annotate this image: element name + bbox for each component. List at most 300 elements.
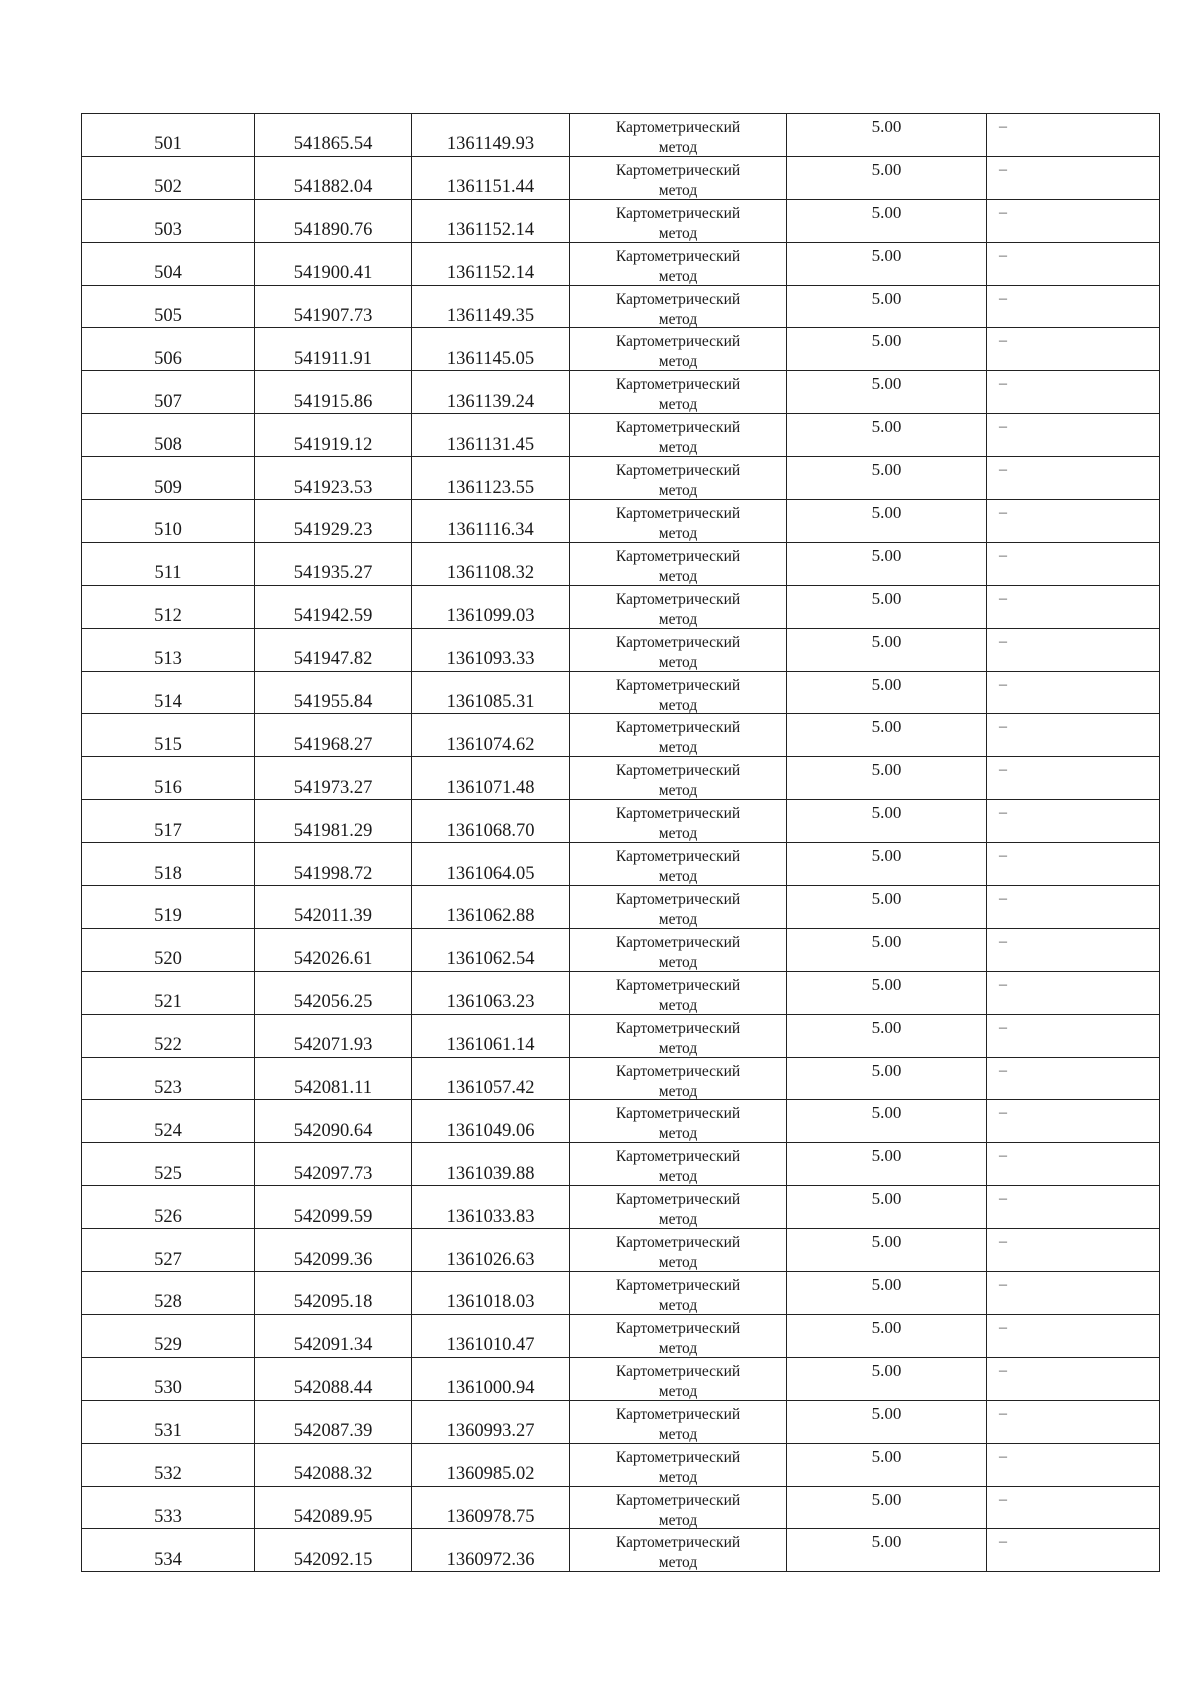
point-number: 517 bbox=[154, 820, 182, 841]
description-cell bbox=[987, 971, 1160, 1014]
description-value: – bbox=[999, 203, 1007, 221]
method-cell bbox=[570, 1486, 787, 1529]
method-line-2: метод bbox=[658, 181, 698, 199]
accuracy-value: 5.00 bbox=[871, 931, 902, 951]
y-coordinate: 1361152.14 bbox=[446, 263, 535, 284]
point-number-cell bbox=[82, 757, 255, 800]
x-coordinate-cell bbox=[255, 628, 412, 671]
x-coordinate-cell bbox=[255, 1314, 412, 1357]
point-number-cell bbox=[82, 971, 255, 1014]
description-value: – bbox=[999, 546, 1007, 564]
y-coordinate-cell bbox=[412, 242, 570, 285]
method-line-2: метод bbox=[658, 1082, 698, 1100]
method-line-2: метод bbox=[658, 1468, 698, 1486]
accuracy-value: 5.00 bbox=[871, 1360, 902, 1380]
point-number: 513 bbox=[154, 649, 182, 670]
method-line-1: Картометрический bbox=[615, 1534, 741, 1552]
method-line-1: Картометрический bbox=[615, 290, 741, 308]
table-row bbox=[82, 199, 1160, 242]
y-coordinate: 1361116.34 bbox=[447, 520, 534, 541]
description-cell bbox=[987, 114, 1160, 157]
table-row bbox=[82, 457, 1160, 500]
point-number-cell bbox=[82, 285, 255, 328]
table-row bbox=[82, 1486, 1160, 1529]
x-coordinate-cell bbox=[255, 457, 412, 500]
y-coordinate: 1361049.06 bbox=[446, 1120, 535, 1141]
accuracy-cell bbox=[787, 1486, 987, 1529]
description-cell bbox=[987, 457, 1160, 500]
table-row bbox=[82, 1057, 1160, 1100]
method-cell bbox=[570, 585, 787, 628]
description-cell bbox=[987, 628, 1160, 671]
x-coordinate-cell bbox=[255, 800, 412, 843]
table-row bbox=[82, 114, 1160, 157]
description-value: – bbox=[999, 246, 1007, 264]
x-coordinate: 541865.54 bbox=[293, 134, 373, 155]
point-number: 501 bbox=[154, 134, 182, 155]
method-line-1: Картометрический bbox=[615, 204, 741, 222]
method-cell bbox=[570, 328, 787, 371]
point-number-cell bbox=[82, 1529, 255, 1572]
x-coordinate-cell bbox=[255, 414, 412, 457]
method-cell bbox=[570, 371, 787, 414]
method-line-2: метод bbox=[658, 739, 698, 757]
accuracy-cell bbox=[787, 500, 987, 543]
point-number: 505 bbox=[154, 305, 182, 326]
determination-method bbox=[570, 547, 786, 585]
accuracy-value: 5.00 bbox=[871, 803, 902, 823]
method-cell bbox=[570, 242, 787, 285]
y-coordinate: 1361033.83 bbox=[446, 1206, 535, 1227]
point-number: 508 bbox=[154, 434, 182, 455]
determination-method bbox=[570, 1190, 786, 1228]
point-number: 529 bbox=[154, 1335, 182, 1356]
determination-method bbox=[570, 633, 786, 671]
y-coordinate: 1361131.45 bbox=[446, 434, 535, 455]
y-coordinate: 1361064.05 bbox=[446, 863, 535, 884]
method-line-2: метод bbox=[658, 353, 698, 371]
x-coordinate-cell bbox=[255, 156, 412, 199]
method-cell bbox=[570, 928, 787, 971]
x-coordinate: 542056.25 bbox=[293, 992, 373, 1013]
method-line-2: метод bbox=[658, 911, 698, 929]
point-number: 516 bbox=[154, 777, 182, 798]
x-coordinate: 542026.61 bbox=[293, 949, 373, 970]
description-cell bbox=[987, 1186, 1160, 1229]
method-line-1: Картометрический bbox=[615, 976, 741, 994]
table-row bbox=[82, 156, 1160, 199]
point-number: 509 bbox=[154, 477, 182, 498]
point-number-cell bbox=[82, 886, 255, 929]
x-coordinate-cell bbox=[255, 199, 412, 242]
accuracy-cell bbox=[787, 1057, 987, 1100]
y-coordinate-cell bbox=[412, 457, 570, 500]
accuracy-cell bbox=[787, 757, 987, 800]
point-number-cell bbox=[82, 843, 255, 886]
y-coordinate-cell bbox=[412, 1057, 570, 1100]
method-line-1: Картометрический bbox=[615, 333, 741, 351]
description-cell bbox=[987, 500, 1160, 543]
x-coordinate-cell bbox=[255, 1100, 412, 1143]
y-coordinate: 1361068.70 bbox=[446, 820, 535, 841]
point-number: 503 bbox=[154, 220, 182, 241]
method-line-2: метод bbox=[658, 567, 698, 585]
description-cell bbox=[987, 1357, 1160, 1400]
accuracy-cell bbox=[787, 1100, 987, 1143]
y-coordinate: 1361026.63 bbox=[446, 1249, 535, 1270]
accuracy-cell bbox=[787, 800, 987, 843]
method-line-2: метод bbox=[658, 953, 698, 971]
table-row bbox=[82, 1100, 1160, 1143]
accuracy-value: 5.00 bbox=[871, 245, 902, 265]
point-number-cell bbox=[82, 585, 255, 628]
description-value: – bbox=[999, 375, 1007, 393]
y-coordinate: 1361061.14 bbox=[446, 1035, 535, 1056]
determination-method bbox=[570, 890, 786, 928]
point-number: 525 bbox=[154, 1163, 182, 1184]
y-coordinate-cell bbox=[412, 628, 570, 671]
y-coordinate: 1361139.24 bbox=[446, 391, 535, 412]
method-line-1: Картометрический bbox=[615, 1191, 741, 1209]
y-coordinate: 1361062.54 bbox=[446, 949, 535, 970]
method-cell bbox=[570, 500, 787, 543]
y-coordinate: 1361010.47 bbox=[446, 1335, 535, 1356]
method-line-1: Картометрический bbox=[615, 848, 741, 866]
point-number: 534 bbox=[154, 1549, 182, 1570]
coordinates-table bbox=[81, 113, 1160, 1572]
point-number-cell bbox=[82, 156, 255, 199]
description-value: – bbox=[999, 1361, 1007, 1379]
point-number: 527 bbox=[154, 1249, 182, 1270]
description-cell bbox=[987, 714, 1160, 757]
point-number: 514 bbox=[154, 691, 182, 712]
determination-method bbox=[570, 375, 786, 413]
x-coordinate-cell bbox=[255, 1400, 412, 1443]
accuracy-cell bbox=[787, 1529, 987, 1572]
accuracy-cell bbox=[787, 928, 987, 971]
table-row bbox=[82, 285, 1160, 328]
method-line-2: метод bbox=[658, 525, 698, 543]
method-cell bbox=[570, 1014, 787, 1057]
method-line-1: Картометрический bbox=[615, 161, 741, 179]
method-cell bbox=[570, 886, 787, 929]
description-value: – bbox=[999, 504, 1007, 522]
table-body bbox=[82, 114, 1160, 1572]
method-line-1: Картометрический bbox=[615, 247, 741, 265]
method-line-1: Картометрический bbox=[615, 633, 741, 651]
point-number-cell bbox=[82, 1272, 255, 1315]
accuracy-cell bbox=[787, 585, 987, 628]
point-number-cell bbox=[82, 928, 255, 971]
y-coordinate-cell bbox=[412, 800, 570, 843]
accuracy-value: 5.00 bbox=[871, 846, 902, 866]
x-coordinate: 541968.27 bbox=[293, 734, 373, 755]
method-line-2: метод bbox=[658, 1125, 698, 1143]
method-line-1: Картометрический bbox=[615, 1105, 741, 1123]
method-line-2: метод bbox=[658, 1297, 698, 1315]
determination-method bbox=[570, 976, 786, 1014]
y-coordinate-cell bbox=[412, 971, 570, 1014]
method-line-1: Картометрический bbox=[615, 891, 741, 909]
table-row bbox=[82, 971, 1160, 1014]
accuracy-value: 5.00 bbox=[871, 417, 902, 437]
x-coordinate: 542091.34 bbox=[293, 1335, 373, 1356]
point-number-cell bbox=[82, 1400, 255, 1443]
method-cell bbox=[570, 414, 787, 457]
point-number: 510 bbox=[154, 520, 182, 541]
method-line-1: Картометрический bbox=[615, 676, 741, 694]
y-coordinate-cell bbox=[412, 371, 570, 414]
description-cell bbox=[987, 1443, 1160, 1486]
description-cell bbox=[987, 928, 1160, 971]
point-number: 530 bbox=[154, 1378, 182, 1399]
method-line-1: Картометрический bbox=[615, 1019, 741, 1037]
description-value: – bbox=[999, 332, 1007, 350]
point-number-cell bbox=[82, 242, 255, 285]
x-coordinate-cell bbox=[255, 585, 412, 628]
accuracy-value: 5.00 bbox=[871, 460, 902, 480]
determination-method bbox=[570, 847, 786, 885]
method-line-1: Картометрический bbox=[615, 505, 741, 523]
y-coordinate-cell bbox=[412, 114, 570, 157]
x-coordinate-cell bbox=[255, 843, 412, 886]
description-value: – bbox=[999, 160, 1007, 178]
table-row bbox=[82, 671, 1160, 714]
accuracy-cell bbox=[787, 414, 987, 457]
method-cell bbox=[570, 1186, 787, 1229]
accuracy-cell bbox=[787, 1014, 987, 1057]
point-number-cell bbox=[82, 714, 255, 757]
description-cell bbox=[987, 757, 1160, 800]
determination-method bbox=[570, 332, 786, 370]
y-coordinate-cell bbox=[412, 1400, 570, 1443]
method-cell bbox=[570, 457, 787, 500]
method-cell bbox=[570, 199, 787, 242]
method-line-2: метод bbox=[658, 868, 698, 886]
x-coordinate: 541919.12 bbox=[293, 434, 373, 455]
accuracy-cell bbox=[787, 1314, 987, 1357]
y-coordinate: 1361071.48 bbox=[446, 777, 535, 798]
y-coordinate: 1361099.03 bbox=[446, 606, 535, 627]
method-line-1: Картометрический bbox=[615, 590, 741, 608]
table-row bbox=[82, 1529, 1160, 1572]
accuracy-cell bbox=[787, 1357, 987, 1400]
accuracy-cell bbox=[787, 328, 987, 371]
y-coordinate-cell bbox=[412, 542, 570, 585]
x-coordinate-cell bbox=[255, 1272, 412, 1315]
method-line-2: метод bbox=[658, 653, 698, 671]
accuracy-value: 5.00 bbox=[871, 331, 902, 351]
x-coordinate: 542095.18 bbox=[293, 1292, 373, 1313]
x-coordinate-cell bbox=[255, 1057, 412, 1100]
accuracy-cell bbox=[787, 1272, 987, 1315]
table-row bbox=[82, 1357, 1160, 1400]
y-coordinate-cell bbox=[412, 1443, 570, 1486]
method-cell bbox=[570, 1272, 787, 1315]
x-coordinate-cell bbox=[255, 1486, 412, 1529]
y-coordinate-cell bbox=[412, 1100, 570, 1143]
point-number: 512 bbox=[154, 606, 182, 627]
point-number-cell bbox=[82, 1229, 255, 1272]
table-row bbox=[82, 1229, 1160, 1272]
x-coordinate: 541947.82 bbox=[293, 649, 373, 670]
method-cell bbox=[570, 1314, 787, 1357]
method-cell bbox=[570, 671, 787, 714]
description-value: – bbox=[999, 1447, 1007, 1465]
y-coordinate-cell bbox=[412, 1357, 570, 1400]
description-value: – bbox=[999, 1147, 1007, 1165]
description-value: – bbox=[999, 1061, 1007, 1079]
method-line-1: Картометрический bbox=[615, 1234, 741, 1252]
x-coordinate-cell bbox=[255, 1143, 412, 1186]
description-value: – bbox=[999, 1404, 1007, 1422]
table-row bbox=[82, 414, 1160, 457]
x-coordinate-cell bbox=[255, 714, 412, 757]
y-coordinate-cell bbox=[412, 414, 570, 457]
x-coordinate-cell bbox=[255, 542, 412, 585]
determination-method bbox=[570, 1448, 786, 1486]
x-coordinate: 542011.39 bbox=[294, 906, 372, 927]
description-cell bbox=[987, 1014, 1160, 1057]
determination-method bbox=[570, 761, 786, 799]
point-number-cell bbox=[82, 1186, 255, 1229]
point-number: 526 bbox=[154, 1206, 182, 1227]
x-coordinate-cell bbox=[255, 1529, 412, 1572]
accuracy-cell bbox=[787, 371, 987, 414]
point-number: 528 bbox=[154, 1292, 182, 1313]
y-coordinate-cell bbox=[412, 285, 570, 328]
description-value: – bbox=[999, 589, 1007, 607]
accuracy-value: 5.00 bbox=[871, 1275, 902, 1295]
point-number: 533 bbox=[154, 1506, 182, 1527]
x-coordinate-cell bbox=[255, 242, 412, 285]
x-coordinate-cell bbox=[255, 671, 412, 714]
point-number-cell bbox=[82, 628, 255, 671]
table-row bbox=[82, 928, 1160, 971]
determination-method bbox=[570, 204, 786, 242]
determination-method bbox=[570, 1319, 786, 1357]
y-coordinate: 1361149.35 bbox=[446, 305, 535, 326]
method-cell bbox=[570, 1057, 787, 1100]
determination-method bbox=[570, 1147, 786, 1185]
description-value: – bbox=[999, 975, 1007, 993]
accuracy-value: 5.00 bbox=[871, 117, 902, 136]
determination-method bbox=[570, 461, 786, 499]
accuracy-value: 5.00 bbox=[871, 1403, 902, 1423]
table-row bbox=[82, 800, 1160, 843]
y-coordinate: 1361074.62 bbox=[446, 734, 535, 755]
x-coordinate: 542087.39 bbox=[293, 1421, 373, 1442]
method-line-1: Картометрический bbox=[615, 462, 741, 480]
y-coordinate: 1361123.55 bbox=[446, 477, 535, 498]
x-coordinate-cell bbox=[255, 328, 412, 371]
method-line-1: Картометрический bbox=[615, 933, 741, 951]
method-line-1: Картометрический bbox=[615, 805, 741, 823]
description-value: – bbox=[999, 1318, 1007, 1336]
method-line-2: метод bbox=[658, 1211, 698, 1229]
point-number-cell bbox=[82, 1357, 255, 1400]
point-number: 506 bbox=[154, 348, 182, 369]
description-value: – bbox=[999, 1276, 1007, 1294]
method-cell bbox=[570, 757, 787, 800]
accuracy-value: 5.00 bbox=[871, 374, 902, 394]
description-cell bbox=[987, 1100, 1160, 1143]
y-coordinate-cell bbox=[412, 500, 570, 543]
method-cell bbox=[570, 542, 787, 585]
y-coordinate-cell bbox=[412, 199, 570, 242]
y-coordinate-cell bbox=[412, 843, 570, 886]
accuracy-cell bbox=[787, 1143, 987, 1186]
determination-method bbox=[570, 1362, 786, 1400]
accuracy-value: 5.00 bbox=[871, 674, 902, 694]
method-cell bbox=[570, 1443, 787, 1486]
method-line-2: метод bbox=[658, 224, 698, 242]
description-value: – bbox=[999, 418, 1007, 436]
point-number: 522 bbox=[154, 1035, 182, 1056]
description-cell bbox=[987, 886, 1160, 929]
table-row bbox=[82, 843, 1160, 886]
table-row bbox=[82, 1186, 1160, 1229]
y-coordinate: 1361149.93 bbox=[446, 134, 535, 155]
accuracy-value: 5.00 bbox=[871, 159, 902, 179]
determination-method bbox=[570, 1233, 786, 1271]
method-line-2: метод bbox=[658, 1554, 698, 1572]
x-coordinate-cell bbox=[255, 114, 412, 157]
description-value: – bbox=[999, 1533, 1007, 1551]
method-line-2: метод bbox=[658, 396, 698, 414]
accuracy-value: 5.00 bbox=[871, 1189, 902, 1209]
y-coordinate: 1360993.27 bbox=[446, 1421, 535, 1442]
y-coordinate: 1361145.05 bbox=[446, 348, 535, 369]
description-cell bbox=[987, 156, 1160, 199]
description-value: – bbox=[999, 718, 1007, 736]
determination-method bbox=[570, 1405, 786, 1443]
accuracy-cell bbox=[787, 971, 987, 1014]
x-coordinate: 541923.53 bbox=[293, 477, 373, 498]
method-cell bbox=[570, 1400, 787, 1443]
x-coordinate: 542090.64 bbox=[293, 1120, 373, 1141]
table-row bbox=[82, 500, 1160, 543]
description-value: – bbox=[999, 1233, 1007, 1251]
description-value: – bbox=[999, 761, 1007, 779]
accuracy-value: 5.00 bbox=[871, 631, 902, 651]
method-cell bbox=[570, 114, 787, 157]
determination-method bbox=[570, 590, 786, 628]
y-coordinate-cell bbox=[412, 328, 570, 371]
accuracy-cell bbox=[787, 285, 987, 328]
x-coordinate-cell bbox=[255, 371, 412, 414]
determination-method bbox=[570, 118, 786, 156]
y-coordinate: 1360985.02 bbox=[446, 1464, 535, 1484]
x-coordinate-cell bbox=[255, 285, 412, 328]
accuracy-value: 5.00 bbox=[871, 1446, 902, 1466]
determination-method bbox=[570, 1062, 786, 1100]
method-line-1: Картометрический bbox=[615, 1362, 741, 1380]
y-coordinate-cell bbox=[412, 1229, 570, 1272]
method-line-2: метод bbox=[658, 1254, 698, 1272]
method-line-1: Картометрический bbox=[615, 719, 741, 737]
method-cell bbox=[570, 285, 787, 328]
x-coordinate: 542099.36 bbox=[293, 1249, 373, 1270]
description-cell bbox=[987, 285, 1160, 328]
method-cell bbox=[570, 1229, 787, 1272]
accuracy-value: 5.00 bbox=[871, 288, 902, 308]
method-line-1: Картометрический bbox=[615, 1148, 741, 1166]
method-line-1: Картометрический bbox=[615, 1277, 741, 1295]
point-number-cell bbox=[82, 457, 255, 500]
method-line-2: метод bbox=[658, 696, 698, 714]
point-number: 515 bbox=[154, 734, 182, 755]
